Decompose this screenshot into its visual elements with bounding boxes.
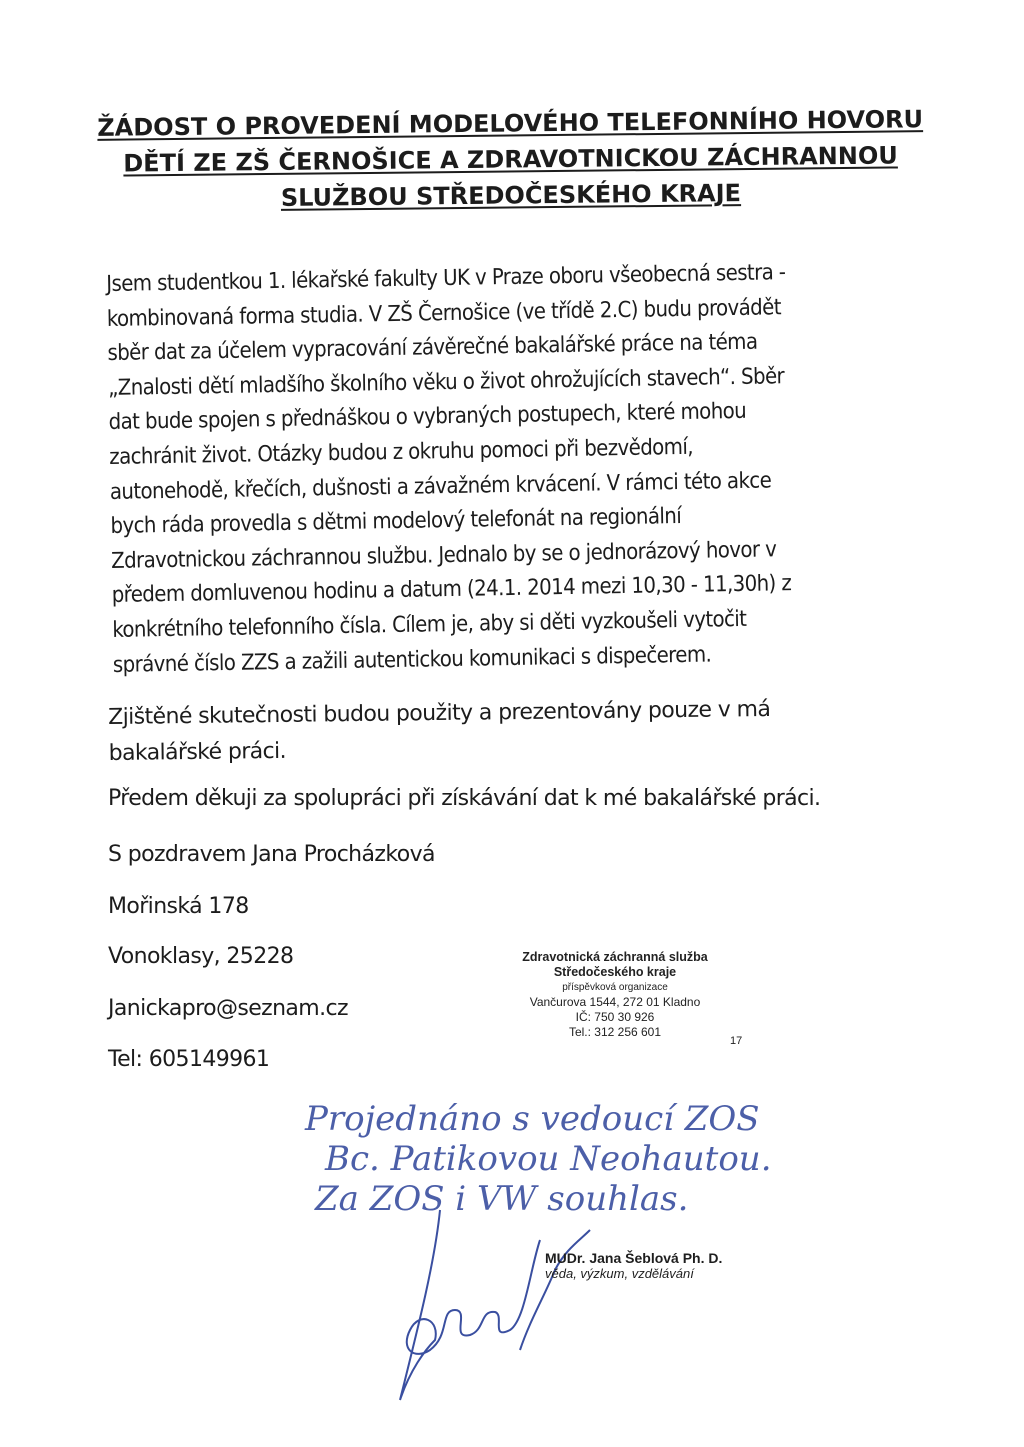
- street-address: Mořinská 178: [108, 894, 249, 919]
- paragraph-line: autonehodě, křečích, dušnosti a závažném krvácení. V rámci této akce: [109, 467, 772, 505]
- stamp-org-type: příspěvková organizace: [562, 982, 668, 993]
- paragraph-line: sběr dat za účelem vypracování závěrečné bakalářské práce na téma: [107, 329, 758, 367]
- document-title: [80, 101, 941, 218]
- paragraph-line: bakalářské práci.: [108, 738, 287, 766]
- paragraph-line: Jsem studentkou 1. lékařské fakulty UK v Praze oboru všeobecná sestra -: [106, 260, 786, 297]
- phone-number: Tel: 605149961: [108, 1047, 270, 1072]
- signatory-block: [545, 1250, 722, 1281]
- city-address: Vonoklasy, 25228: [108, 944, 294, 969]
- organization-stamp: [480, 950, 750, 1040]
- stamp-region: Středočeského kraje: [553, 965, 677, 979]
- usage-paragraph: [108, 690, 889, 772]
- stamp-ico: IČ: 750 30 926: [575, 1010, 655, 1024]
- paragraph-line: zachránit život. Otázky budou z okruhu pomoci při bezvědomí,: [109, 434, 694, 470]
- signatory-name: MUDr. Jana Šeblová Ph. D.: [545, 1250, 723, 1266]
- signatory-role: věda, výzkum, vzdělávání: [545, 1266, 694, 1281]
- paragraph-line: předem domluvenou hodinu a datum (24.1. 2014 mezi 10,30 - 11,30h) z: [111, 571, 792, 609]
- paragraph-line: kombinovaná forma studia. V ZŠ Černošice (ve třídě 2.C) budu provádět: [106, 294, 782, 332]
- handwritten-line-2: Bc. Patikovou Neohautou.: [325, 1139, 772, 1179]
- email-address: Janickapro@seznam.cz: [108, 996, 348, 1021]
- paragraph-line: Zjištěné skutečnosti budou použity a prezentovány pouze v má: [108, 696, 771, 730]
- paragraph-line: konkrétního telefonního čísla. Cílem je, aby si děti vyzkoušeli vytočit: [112, 606, 747, 643]
- greeting-line: S pozdravem Jana Procházková: [108, 842, 435, 867]
- handwritten-signature: [380, 1200, 600, 1410]
- stamp-address: Vančurova 1544, 272 01 Kladno: [529, 995, 701, 1009]
- paragraph-line: dat bude spojen s přednáškou o vybraných postupech, které mohou: [108, 399, 747, 436]
- handwritten-line-1: Projednáno s vedoucí ZOS: [305, 1099, 760, 1139]
- stamp-phone: Tel.: 312 256 601: [568, 1025, 662, 1039]
- document-number: 17: [730, 1035, 743, 1047]
- title-line-2: DĚTÍ ZE ZŠ ČERNOŠICE A ZDRAVOTNICKOU ZÁCHRANNOU: [123, 141, 898, 178]
- paragraph-line: „Znalosti dětí mladšího školního věku o život ohrožujících stavech“. Sběr: [107, 363, 785, 401]
- handwritten-line-3: Za ZOS i VW souhlas.: [315, 1179, 689, 1219]
- paragraph-line: bych ráda provedla s dětmi modelový telefonát na regionální: [110, 504, 682, 540]
- thanks-line: Předem děkuji za spolupráci při získávání dat k mé bakalářské práci.: [108, 786, 821, 811]
- main-paragraph: [106, 254, 913, 683]
- paragraph-line: správné číslo ZZS a zažili autentickou komunikaci s dispečerem.: [112, 642, 712, 678]
- paragraph-line: Zdravotnickou záchrannou službu. Jednalo by se o jednorázový hovor v: [110, 537, 777, 574]
- title-line-3: SLUŽBOU STŘEDOČESKÉHO KRAJE: [280, 179, 742, 212]
- title-line-1: ŽÁDOST O PROVEDENÍ MODELOVÉHO TELEFONNÍHO HOVORU: [97, 105, 924, 142]
- stamp-org-name: Zdravotnická záchranná služba: [522, 950, 708, 964]
